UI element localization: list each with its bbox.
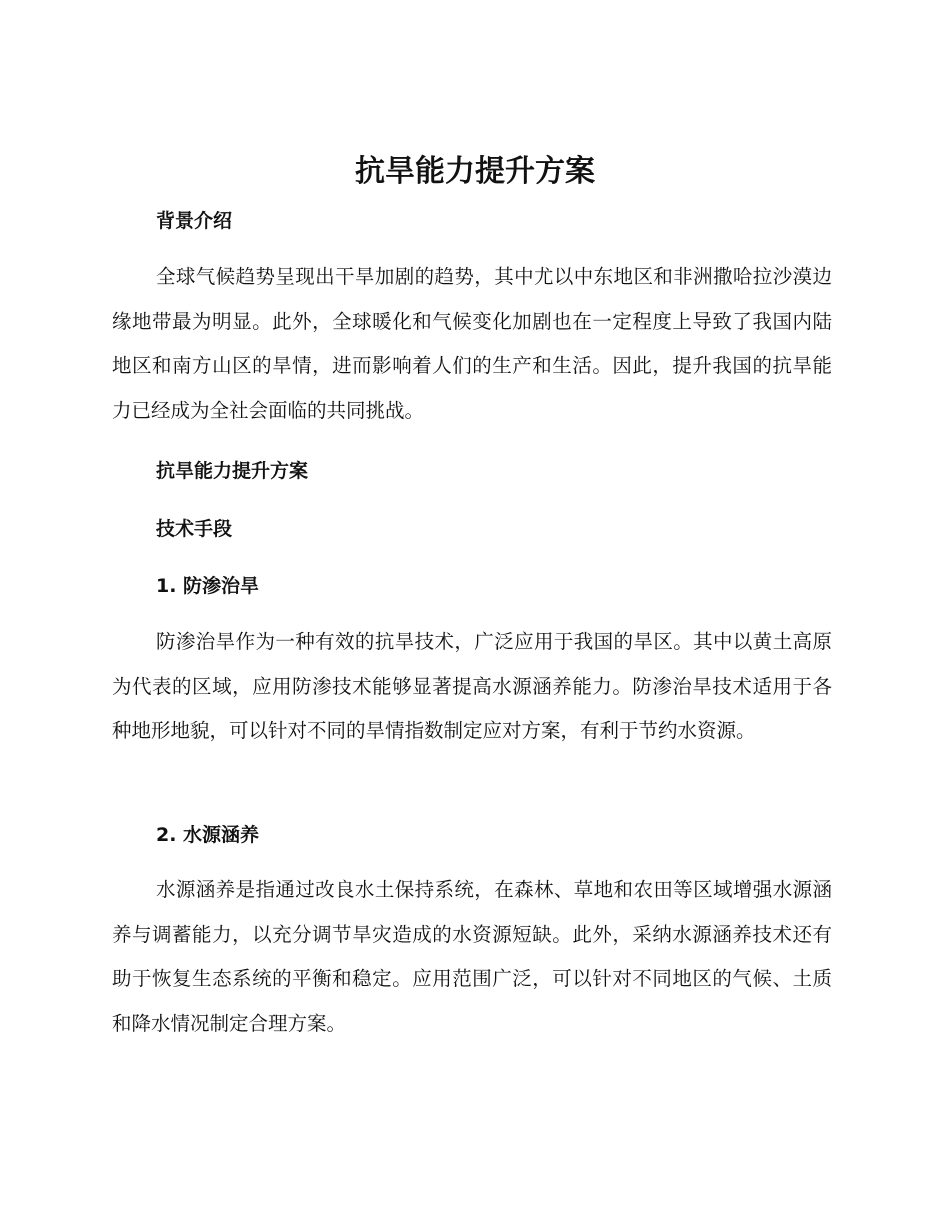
section-heading-plan: 抗旱能力提升方案 [156,460,309,482]
section-heading-seepage-control: 1. 防渗治旱 [156,575,260,597]
section-heading-technical-means: 技术手段 [156,518,233,540]
paragraph-seepage-control: 防渗治旱作为一种有效的抗旱技术，广泛应用于我国的旱区。其中以黄土高原为代表的区域，应用防渗技术能够显著提高水源涵养能力。防渗治旱技术适用于各种地形地貌，可以针对不同的旱情指数制定应对方案，有利于节约水资源。 [112,630,832,742]
section-heading-background: 背景介绍 [156,210,233,232]
paragraph-background: 全球气候趋势呈现出干旱加剧的趋势，其中尤以中东地区和非洲撒哈拉沙漠边缘地带最为明显。此外，全球暖化和气候变化加剧也在一定程度上导致了我国内陆地区和南方山区的旱情，进而影响着人们的生产和生活。因此，提升我国的抗旱能力已经成为全社会面临的共同挑战。 [112,265,832,422]
document-title: 抗旱能力提升方案 [355,154,595,189]
section-heading-water-conservation: 2. 水源涵养 [156,824,260,846]
paragraph-water-conservation: 水源涵养是指通过改良水土保持系统，在森林、草地和农田等区域增强水源涵养与调蓄能力，以充分调节旱灾造成的水资源短缺。此外，采纳水源涵养技术还有助于恢复生态系统的平衡和稳定。应用范围广泛，可以针对不同地区的气候、土质和降水情况制定合理方案。 [112,878,832,1035]
